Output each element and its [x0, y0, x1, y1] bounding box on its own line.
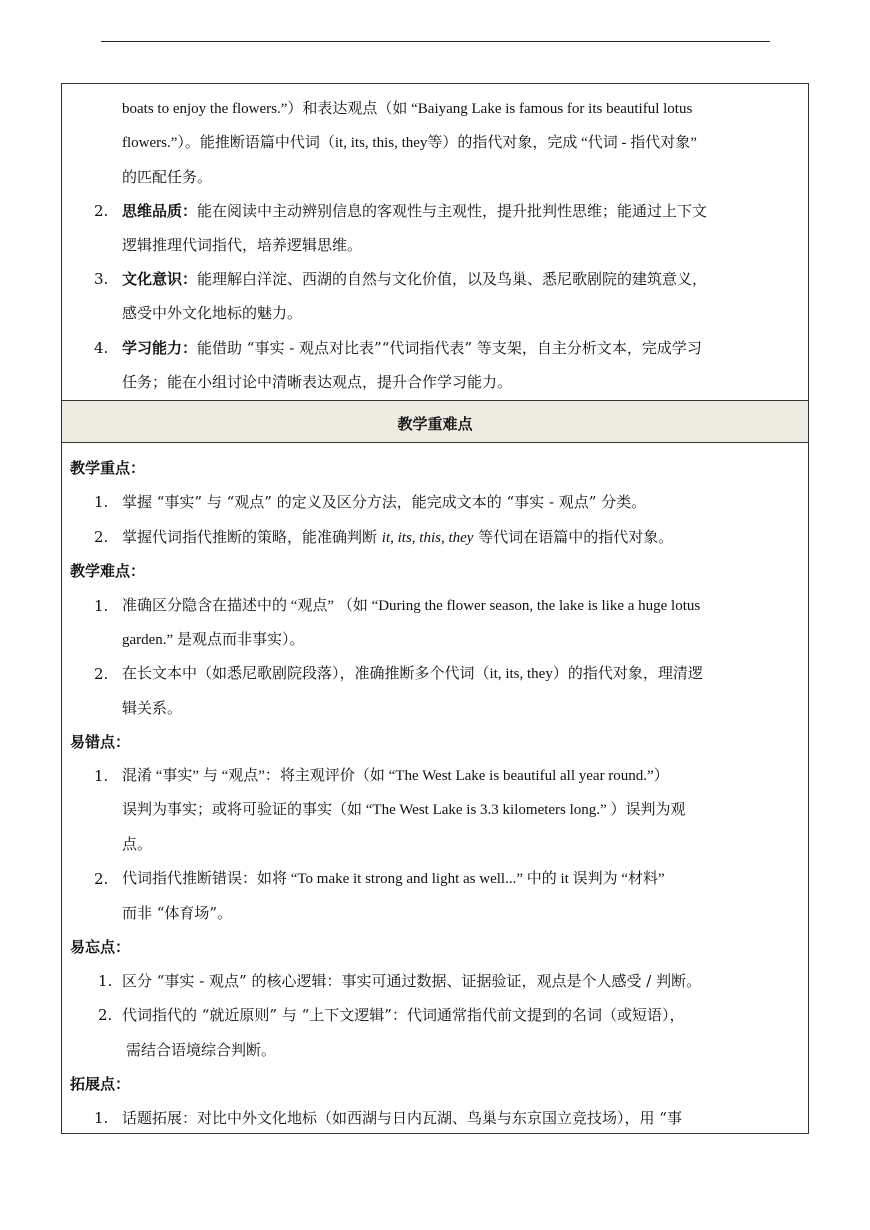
key-point-text: 等代词在语篇中的指代对象。 — [473, 528, 674, 546]
forget-point-item: 区分 “事实 - 观点” 的核心逻辑：事实可通过数据、证据验证，观点是个人感受 / 判断。 — [122, 972, 702, 990]
forget-points-heading: 易忘点： — [70, 938, 131, 956]
objective-heading: 文化意识： — [122, 270, 198, 288]
forget-point-item: 代词指代的 “就近原则” 与 “上下文逻辑”：代词通常指代前文提到的名词（或短语）， — [122, 1006, 685, 1024]
difficult-point-item: garden.” 是观点而非事实）。 — [122, 632, 305, 648]
objective-text: 任务；能在小组讨论中清晰表达观点，提升合作学习能力。 — [122, 373, 513, 391]
pronoun-list: it, its, this, they — [381, 530, 474, 546]
table-row-divider — [61, 442, 809, 443]
list-number: 1. — [98, 972, 113, 990]
objective-item-learning — [122, 338, 702, 358]
objective-item-thinking — [122, 201, 707, 221]
objective-text: 逻辑推理代词指代，培养逻辑思维。 — [122, 236, 363, 254]
error-point-item: 而非 “体育场”。 — [122, 904, 233, 922]
extension-point-item: 话题拓展：对比中外文化地标（如西湖与日内瓦湖、鸟巢与东京国立竞技场），用 “事 — [122, 1109, 682, 1127]
objective-text: 能借助 “事实 - 观点对比表”“代词指代表” 等支架，自主分析文本，完成学习 — [197, 339, 702, 357]
list-number: 1. — [94, 1109, 109, 1127]
objective-text: 感受中外文化地标的魅力。 — [122, 304, 303, 322]
error-point-item: 混淆 “事实” 与 “观点”：将主观评价（如 “The West Lake is beautiful all year round.”） — [122, 768, 669, 784]
objective-text: 能在阅读中主动辨别信息的客观性与主观性，提升批判性思维；能通过上下文 — [197, 202, 708, 220]
objective-text: 能理解白洋淀、西湖的自然与文化价值，以及鸟巢、悉尼歌剧院的建筑意义， — [197, 270, 708, 288]
list-number: 4. — [94, 339, 109, 357]
table-row-divider — [61, 400, 809, 401]
list-number: 1. — [94, 597, 109, 615]
objective-item-culture — [122, 269, 707, 289]
objective-heading: 学习能力： — [122, 339, 198, 357]
error-points-heading: 易错点： — [70, 733, 131, 751]
difficult-point-item: 在长文本中（如悉尼歌剧院段落），准确推断多个代词（it, its, they）的指代对象，理清逻 — [122, 666, 703, 682]
list-number: 2. — [94, 870, 109, 888]
forget-point-item: 需结合语境综合判断。 — [126, 1041, 277, 1059]
objective-line: 的匹配任务。 — [122, 168, 213, 186]
key-point-text: 掌握代词指代推断的策略，能准确判断 — [122, 528, 382, 546]
list-number: 1. — [94, 767, 109, 785]
error-point-item: 误判为事实；或将可验证的事实（如 “The West Lake is 3.3 kilometers long.” ）误判为观 — [122, 802, 686, 818]
error-point-item: 点。 — [122, 835, 153, 853]
objective-line: boats to enjoy the flowers.”）和表达观点（如 “Baiyang Lake is famous for its beautiful lotus — [122, 101, 693, 117]
objective-heading: 思维品质： — [122, 202, 198, 220]
section-title: 教学重难点 — [397, 415, 473, 433]
objective-line: flowers.”）。能推断语篇中代词（it, its, this, they等）的指代对象，完成 “代词 - 指代对象” — [122, 135, 697, 151]
key-point-item — [122, 527, 673, 548]
list-number: 3. — [94, 270, 109, 288]
difficult-points-heading: 教学难点： — [70, 562, 146, 580]
list-number: 2. — [94, 202, 109, 220]
difficult-point-item: 辑关系。 — [122, 699, 183, 717]
error-point-item: 代词指代推断错误：如将 “To make it strong and light as well...” 中的 it 误判为 “材料” — [122, 871, 665, 887]
key-points-heading: 教学重点： — [70, 459, 146, 477]
list-number: 2. — [98, 1006, 113, 1024]
list-number: 1. — [94, 493, 109, 511]
difficult-point-item: 准确区分隐含在描述中的 “观点” （如 “During the flower season, the lake is like a huge lotus — [122, 598, 701, 614]
key-point-item: 掌握 “事实” 与 “观点” 的定义及区分方法，能完成文本的 “事实 - 观点” 分类。 — [122, 493, 647, 511]
page-header-rule — [101, 41, 770, 42]
list-number: 2. — [94, 665, 109, 683]
extension-points-heading: 拓展点： — [70, 1075, 131, 1093]
list-number: 2. — [94, 528, 109, 546]
